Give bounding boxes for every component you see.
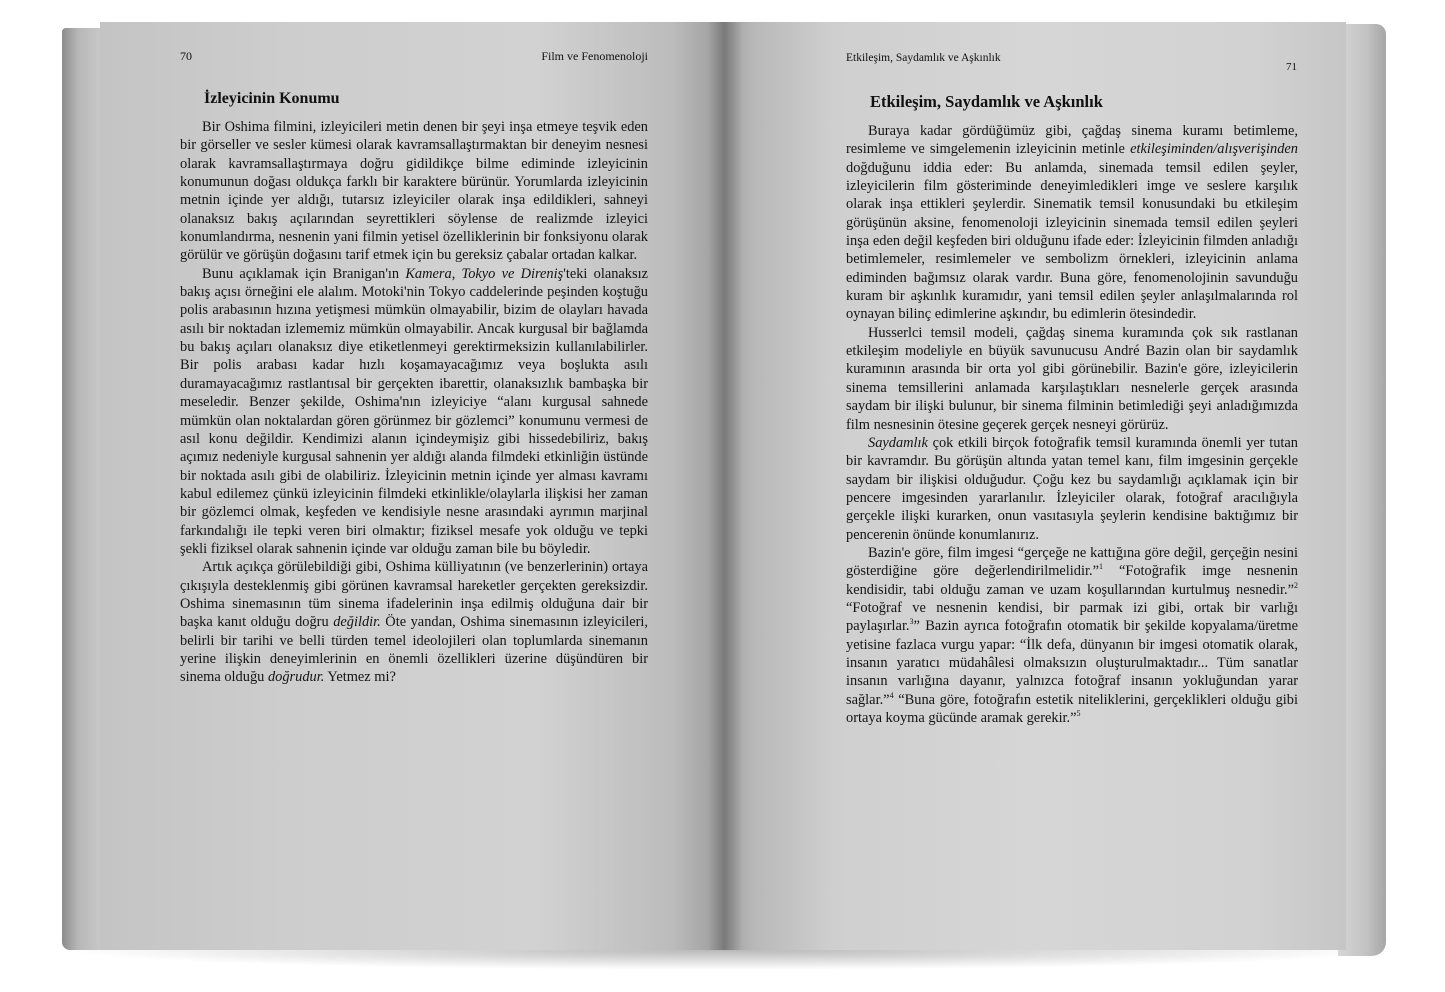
footnote-marker: 1 — [1098, 562, 1103, 572]
page-number: 70 — [180, 49, 192, 63]
left-page-stack-edge — [62, 28, 102, 950]
paragraph: Husserlci temsil modeli, çağdaş sinema kuramında çok sık rastlanan etkileşim modeliyle en büyük savunucusu André Bazin olan bir saydamlık kuramının arasında bir orta yol gibi görünebilir. Bazin'e göre, izleyicilerin sinema temsillerini anlamada karşılaştıkları nesnelerle gerçek arasında saydam bir ilişki bulunur, bir sinema filminin betimlediği şeyi anladığımızda film nesnesinin ötesine geçerek gerçek nesneyi görürüz. — [846, 324, 1298, 433]
footnote-marker: 5 — [1076, 709, 1081, 719]
left-body-text — [180, 118, 648, 687]
paragraph: Artık açıkça görülebildiği gibi, Oshima külliyatının (ve benzerlerinin) ortaya çıkışıyla desteklenmiş gibi görünen kavramsal hareketler gerçekten gereksizdir. Oshima sinemasının tüm sinema ifadelerinin inşa edilmiş olduğuna dair bir başka kanıt olduğu doğru değildir. Öte yandan, Oshima sinemasının izleyicileri, belirli bir tarihi ve belli türden temel ideolojileri olan toplumlarda sinemanın yerine ilişkin deneyimlerinin en önemli özellikleri üzerine düşündüren bir sinema olduğu doğrudur. Yetmez mi? — [180, 559, 648, 686]
section-heading: Etkileşim, Saydamlık ve Aşkınlık — [870, 92, 1103, 111]
left-page — [100, 22, 722, 950]
running-title: Film ve Fenomenoloji — [541, 49, 648, 63]
section-heading: İzleyicinin Konumu — [204, 90, 340, 107]
paragraph: Saydamlık çok etkili birçok fotoğrafik temsil kuramında önemli yer tutan bir kavramdır. Bu görüşün altında yatan temel kanı, film imgesinin gerçekle saydam bir ilişkisi olduğudur. Çoğu kez bu saydamlığı açıklamak için bir pencere imgesinden yararlanılır. İzleyiciler olarak, fotoğraf aracılığıyla gerçekle ilişki kurarken, onun vasıtasıyla şeylerin kendisine baktığımız bir pencerenin önünde konumlanırız. — [846, 434, 1298, 543]
right-page — [722, 22, 1346, 950]
footnote-marker: 4 — [889, 690, 894, 700]
paragraph: Bir Oshima filmini, izleyicileri metin denen bir şeyi inşa etmeye teşvik eden bir görseller ve sesler kümesi olarak kavramsallaştırmaktan bir deneyim nesnesi olarak kavramsallaştırmaya doğru gidildikçe bilme ediminde izleyicinin konumunun doğası oldukça farklı bir karaktere bürünür. Yorumlarda izleyicinin metnin içinde yer aldığı, tutarsız izleyiciler olarak inşa edildikleri, sahneyi olanaksız bakış açılarından seyrettikleri söylense de realizmde izleyici konumlandırma, nesnenin yani filmin yetisel özelliklerinin bir fonksiyonu olarak görülür ve görüşün doğasını tarif etmek için bu gereksiz çabalar ortadan kalkar. — [180, 119, 648, 264]
footnote-marker: 2 — [1294, 580, 1298, 590]
paragraph: Bazin'e göre, film imgesi “gerçeğe ne kattığına göre değil, gerçeğin nesini gösterdiğine göre değerlendirilmelidir.”$^1$ “Fotoğrafik imge nesnenin kendisidir, tabi olduğu zaman ve uzam koşullarından kurtulmuş nesnedir.”$^2$ “Fotoğraf ve nesnenin kendisi, bir parmak izi gibi, ortak bir varlığı paylaşırlar.$^3$” Bazin ayrıca fotoğrafın otomatik bir şekilde kopyalama/üretme yetisine fazlaca vurgu yapar: “İlk defa, dünyanın bir imgesi otomatik olarak, insanın yaratıcı müdahâlesi olmaksızın oluşturulmaktadır... Tüm sanatlar insanın varlığına dayanır, yalnızca fotoğraf insanın yokluğundan yarar sağlar.”$^4$ “Buna göre, fotoğrafın estetik niteliklerini, gerçeklikleri olduğu gibi ortaya koyma gücünde aramak gerekir.”$^5$ — [846, 544, 1298, 726]
right-body-text — [846, 122, 1298, 727]
running-title: Etkileşim, Saydamlık ve Aşkınlık — [846, 52, 1001, 64]
page-number: 71 — [1286, 61, 1297, 73]
book-spine-gutter — [708, 22, 742, 950]
footnote-marker: 3 — [909, 617, 914, 627]
paragraph: Buraya kadar gördüğümüz gibi, çağdaş sinema kuramı betimleme, resimleme ve simgelemenin izleyicinin metinle etkileşiminden/alışverişinden doğduğunu iddia eder: Bu anlamda, sinemada temsil edilen şeyler, izleyicilerin film gösteriminde deneyimledikleri imge ve seslere karşılık olarak inşa ettikleri şeylerdir. Sinematik temsil konusundaki bu etkileşim görüşünün aksine, fenomenoloji izleyicinin sinemada temsil edilen şeyleri inşa eden değil keşfeden biri olduğunu ifade eder: İzleyicinin filmden anladığı betimlemeler, resimlemeler ve sembolizm örnekleri, izleyicinin anlama ediminden bağımsız olarak vardır. Buna göre, fenomenolojinin savunduğu kuram bir aşkınlık kuramıdır, yani temsil edilen şeyler anlaşılmalarında rol oynayan bilinç edimlerine aşkındır, bu edimlerin ötesindedir. — [846, 123, 1298, 323]
paragraph: Bunu açıklamak için Branigan'ın Kamera, Tokyo ve Direniş'teki olanaksız bakış açısı örneğini ele alalım. Motoki'nin Tokyo caddelerinde peşinden koştuğu polis arabasının hızına yetişmesi mümkün olmayabilir, bizim de olayları havada asılı bir noktadan izlememiz mümkün olmayabilir. Ancak kurgusal bir bağlamda bu bakış açıları olanaksız diye etiketlenmeyi gerektirmeksizin kullanılabilirler. Bir polis arabası kadar hızlı koşamayacağımız veya boşlukta asılı duramayacağımız rastlantısal bir gerçekten ibarettir, olanaksızlık bambaşka bir meseledir. Benzer şekilde, Oshima'nın izleyiciye “alanı kurgusal sahnede mümkün olan noktalardan gören görünmez bir gözlemci” konumunu vermesi de asıl konu değildir. Kendimizi alanın içindeymişiz gibi hissedebiliriz, bakış açımız nedeniyle kurgusal sahnenin yer aldığı alanda filmdeki etkinliğin üstünde bir noktada asılı gibi de olabiliriz. İzleyicinin metnin içinde yer alması kavramı kabul edilemez çünkü izleyicinin filmdeki etkinlikle/olaylarla ilişkisi her zaman bir gözlemci olmak, keşfeden ve kendisiyle nesne arasındaki ayrımın marjinal farkındalığı ile tepki veren biri olmaktır; fiziksel mesafe yok olduğu ve tepki şekli fiziksel olarak sahnenin içinde var olduğu zaman bile bu böyledir. — [180, 265, 648, 557]
